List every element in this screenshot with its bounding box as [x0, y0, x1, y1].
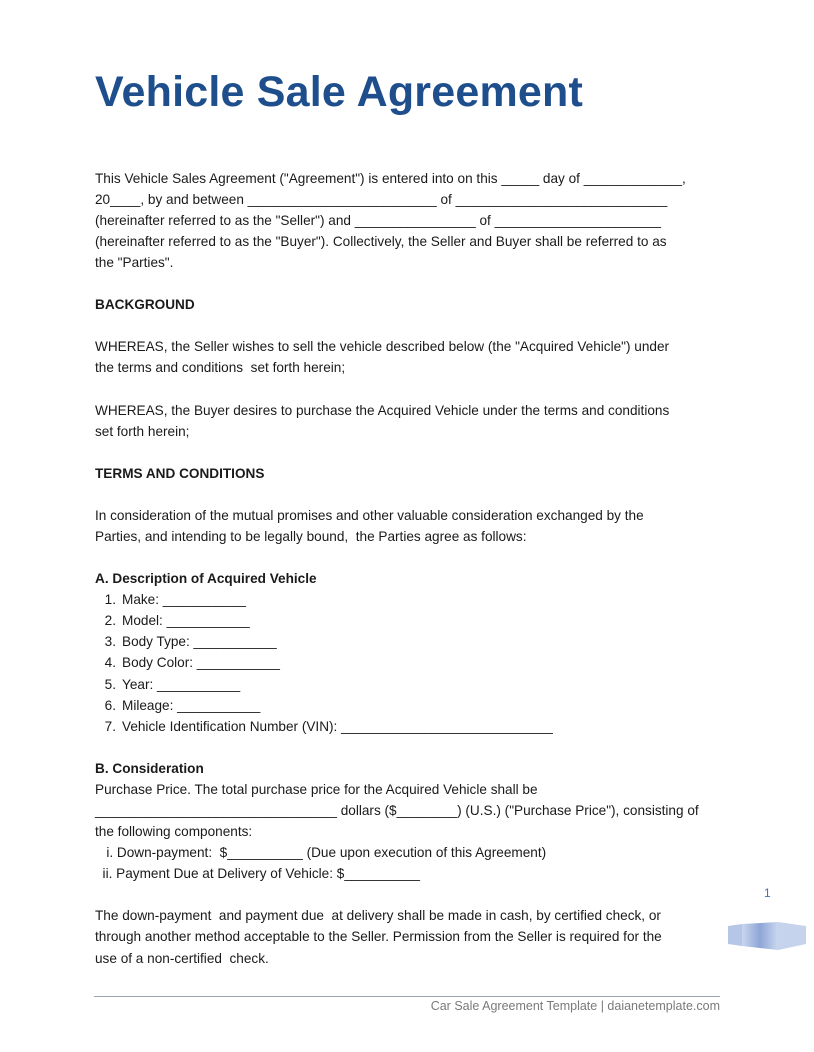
- list-item: [95, 697, 260, 715]
- list-number: 5.: [104, 677, 116, 692]
- section-a-heading: A. Description of Acquired Vehicle: [95, 571, 317, 586]
- list-number: 7.: [104, 719, 116, 734]
- consideration-line: ________________________________ dollars ($________) (U.S.) ("Purchase Price"), consisting of: [95, 803, 699, 818]
- background-heading: BACKGROUND: [95, 297, 195, 312]
- section-b-heading: B. Consideration: [95, 761, 204, 776]
- list-item-text: Vehicle Identification Number (VIN): ____________________________: [122, 719, 553, 734]
- terms-heading: TERMS AND CONDITIONS: [95, 466, 265, 481]
- intro-line: (hereinafter referred to as the "Seller") and ________________ of ______________________: [95, 213, 661, 228]
- closing-line: use of a non-certified check.: [95, 951, 269, 966]
- list-item: [95, 633, 277, 651]
- page-tab-decoration: [728, 922, 808, 950]
- list-item: [95, 654, 280, 672]
- list-item-text: Year: ___________: [122, 677, 241, 692]
- intro-line: the "Parties".: [95, 255, 174, 270]
- list-number: 6.: [104, 698, 116, 713]
- background-paragraph-line: WHEREAS, the Seller wishes to sell the vehicle described below (the "Acquired Vehicle") under: [95, 339, 670, 354]
- list-number: 4.: [104, 655, 116, 670]
- background-paragraph-line: WHEREAS, the Buyer desires to purchase the Acquired Vehicle under the terms and conditions: [95, 403, 670, 418]
- list-item-text: Body Color: ___________: [122, 655, 280, 670]
- footer-text: Car Sale Agreement Template | daianetemplate.com: [430, 999, 720, 1013]
- list-number: 2.: [104, 613, 116, 628]
- terms-paragraph-line: In consideration of the mutual promises and other valuable consideration exchanged by the: [95, 508, 644, 523]
- list-number: 3.: [104, 634, 116, 649]
- intro-line: 20____, by and between _________________________ of ____________________________: [95, 192, 668, 207]
- list-number: 1.: [104, 592, 116, 607]
- intro-line: This Vehicle Sales Agreement ("Agreement") is entered into on this _____ day of _____________,: [95, 171, 686, 186]
- list-item-text: Model: ___________: [122, 613, 250, 628]
- consideration-line: i. Down-payment: $__________ (Due upon execution of this Agreement): [95, 845, 547, 860]
- intro-line: (hereinafter referred to as the "Buyer"). Collectively, the Seller and Buyer shall be referred to as: [95, 234, 667, 249]
- background-paragraph-line: set forth herein;: [95, 424, 190, 439]
- list-item-text: Body Type: ___________: [122, 634, 277, 649]
- footer-divider: [94, 996, 720, 997]
- list-item: [95, 718, 553, 736]
- document-title: Vehicle Sale Agreement: [95, 68, 583, 116]
- closing-line: through another method acceptable to the Seller. Permission from the Seller is required for the: [95, 929, 662, 944]
- list-item: [95, 612, 250, 630]
- consideration-line: Purchase Price. The total purchase price for the Acquired Vehicle shall be: [95, 782, 538, 797]
- page-number: 1: [764, 886, 771, 900]
- consideration-line: ii. Payment Due at Delivery of Vehicle: $__________: [95, 866, 420, 881]
- closing-line: The down-payment and payment due at delivery shall be made in cash, by certified check, or: [95, 908, 661, 923]
- terms-paragraph-line: Parties, and intending to be legally bound, the Parties agree as follows:: [95, 529, 527, 544]
- list-item: [95, 591, 246, 609]
- background-paragraph-line: the terms and conditions set forth herein;: [95, 360, 346, 375]
- consideration-line: the following components:: [95, 824, 253, 839]
- list-item-text: Make: ___________: [122, 592, 246, 607]
- list-item: [95, 676, 240, 694]
- list-item-text: Mileage: ___________: [122, 698, 261, 713]
